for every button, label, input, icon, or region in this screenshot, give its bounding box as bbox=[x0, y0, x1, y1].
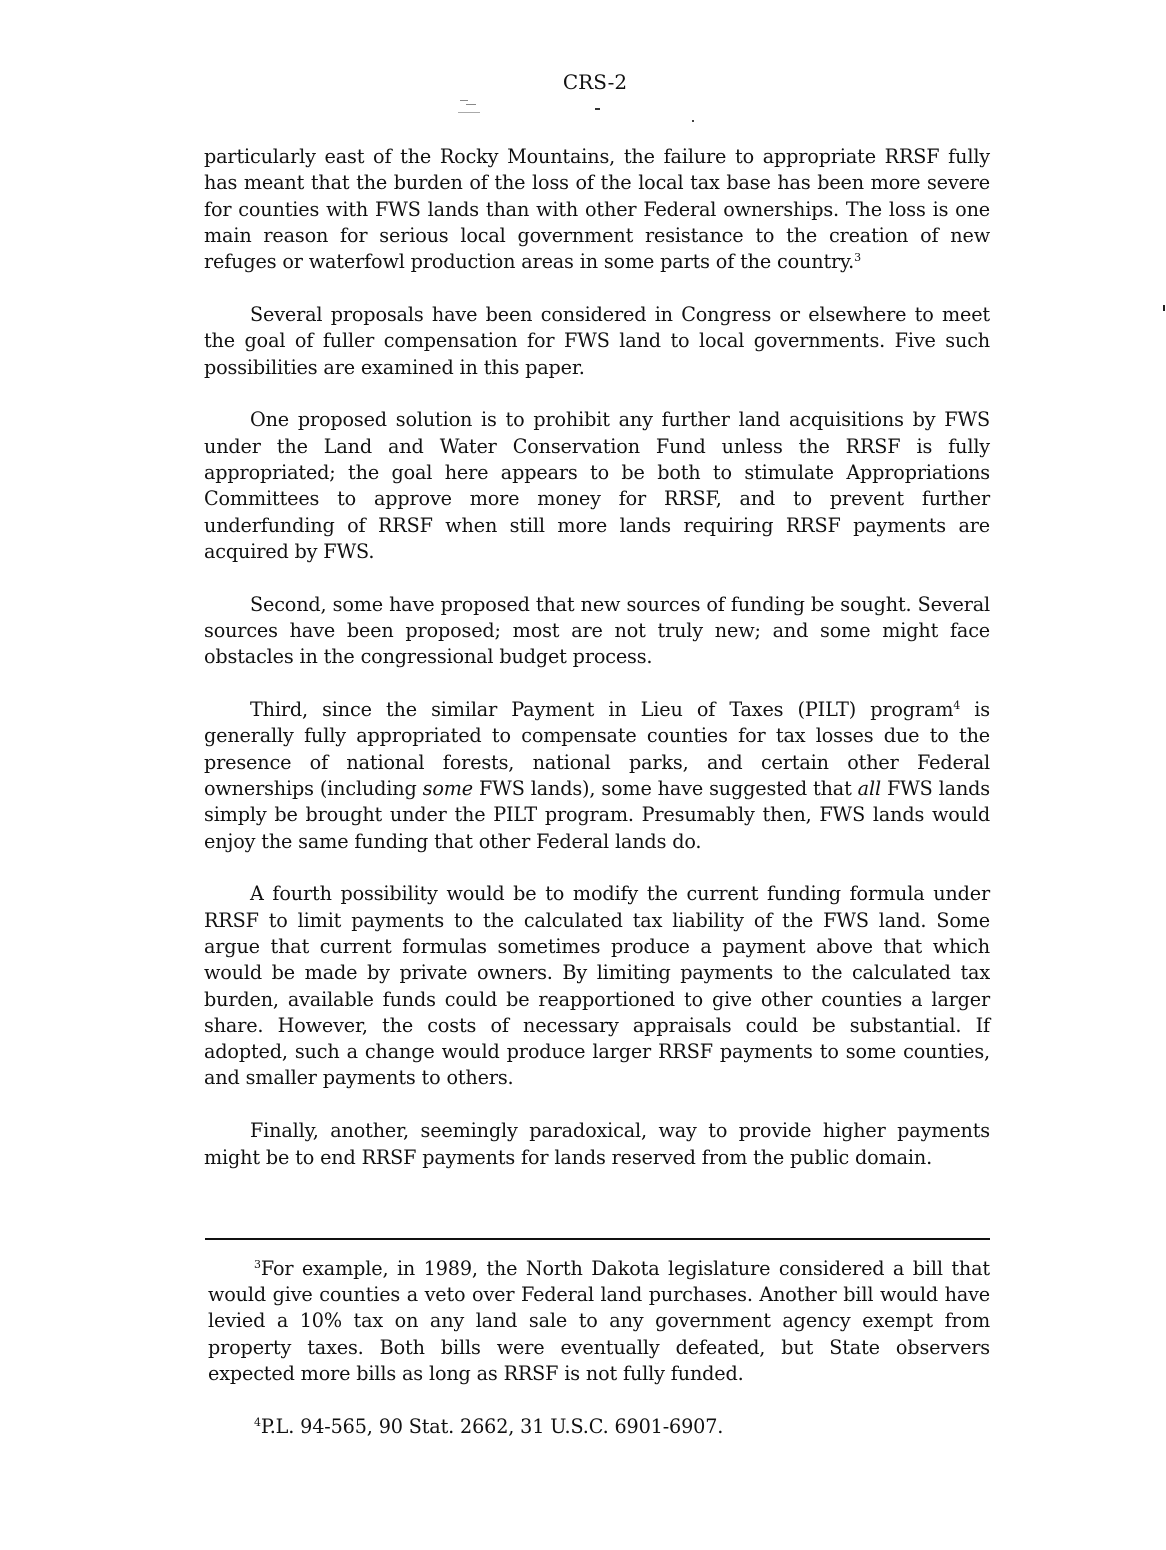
footnote-3 bbox=[208, 1256, 990, 1387]
paragraph-3: One proposed solution is to prohibit any further land acquisitions by FWS under the Land and Water Conservation Fund unless the RRSF is fully appropriated; the goal here appears to be both to stimulate Appropriations Committees to approve more money for RRSF, and to prevent further underfunding of RRSF when still more lands requiring RRSF payments are acquired by FWS. bbox=[204, 408, 990, 563]
page-header bbox=[0, 70, 1166, 94]
paragraph-7: Finally, another, seemingly paradoxical, way to provide higher payments might be to end RRSF payments for lands reserved from the public domain. bbox=[204, 1119, 990, 1169]
paragraph-6: A fourth possibility would be to modify the current funding formula under RRSF to limit payments to the calculated tax liability of the FWS land. Some argue that current formulas sometimes produce a payment above that which would be made by private owners. By limiting payments to the calculated tax burden, available funds could be reapportioned to give other counties a larger share. However, the costs of necessary appraisals could be substantial. If adopted, such a change would produce larger RRSF payments to some counties, and smaller payments to others. bbox=[204, 882, 990, 1090]
scan-speck bbox=[460, 100, 468, 101]
footnote-divider bbox=[205, 1238, 990, 1240]
body-text bbox=[204, 144, 990, 1171]
paragraph-text: Third, since the similar Payment in Lieu of Taxes (PILT) program bbox=[250, 698, 954, 722]
scan-speck bbox=[466, 104, 476, 105]
footnote-ref-3[interactable]: 3 bbox=[854, 251, 861, 265]
emphasis-text: some bbox=[422, 776, 473, 800]
paragraph-2: Several proposals have been considered in Congress or elsewhere to meet the goal of fuller compensation for FWS land to local governments. Five such possibilities are examined in this paper. bbox=[204, 302, 990, 379]
emphasis-text: all bbox=[857, 776, 881, 800]
paragraph-1 bbox=[204, 144, 990, 275]
footnote-text: For example, in 1989, the North Dakota legislature considered a bill that would give counties a veto over Federal land purchases. Another bill would have levied a 10% tax on any land sale to any government agency exempt from property taxes. Both bills were eventually defeated, but State observers expected more bills as long as RRSF is not fully funded. bbox=[208, 1257, 990, 1385]
footnotes-section bbox=[208, 1256, 990, 1466]
page-number-label: CRS-2 bbox=[562, 70, 628, 94]
footnote-text: P.L. 94-565, 90 Stat. 2662, 31 U.S.C. 6901-6907. bbox=[260, 1414, 724, 1438]
paragraph-4: Second, some have proposed that new sources of funding be sought. Several sources have been proposed; most are not truly new; and some might face obstacles in the congressional budget process. bbox=[204, 592, 990, 669]
paragraph-text: particularly east of the Rocky Mountains, the failure to appropriate RRSF fully has meant that the burden of the loss of the local tax base has been more severe for counties with FWS lands than with other Federal ownerships. The loss is one main reason for serious local government resistance to the creation of new refuges or waterfowl production areas in some parts of the country. bbox=[204, 145, 990, 274]
paragraph-text: FWS lands), some have suggested that bbox=[472, 776, 858, 800]
paragraph-text: is generally fully appropriated to compensate counties for tax losses due to the presence of national forests, national parks, and certain other Federal ownerships (including bbox=[204, 698, 990, 800]
footnote-marker: 4 bbox=[254, 1415, 261, 1429]
footnote-marker: 3 bbox=[254, 1258, 261, 1271]
footnote-ref-4[interactable]: 4 bbox=[953, 699, 961, 713]
footnote-4 bbox=[208, 1414, 990, 1440]
scan-speck bbox=[595, 108, 600, 110]
scan-edge-mark bbox=[1163, 305, 1165, 311]
scan-speck bbox=[458, 112, 480, 113]
scan-artifacts bbox=[440, 100, 740, 140]
paragraph-text: FWS lands simply be brought under the PILT program. Presumably then, FWS lands would enjoy the same funding that other Federal lands do. bbox=[204, 776, 990, 853]
scan-speck bbox=[692, 120, 694, 122]
paragraph-5 bbox=[204, 697, 990, 855]
